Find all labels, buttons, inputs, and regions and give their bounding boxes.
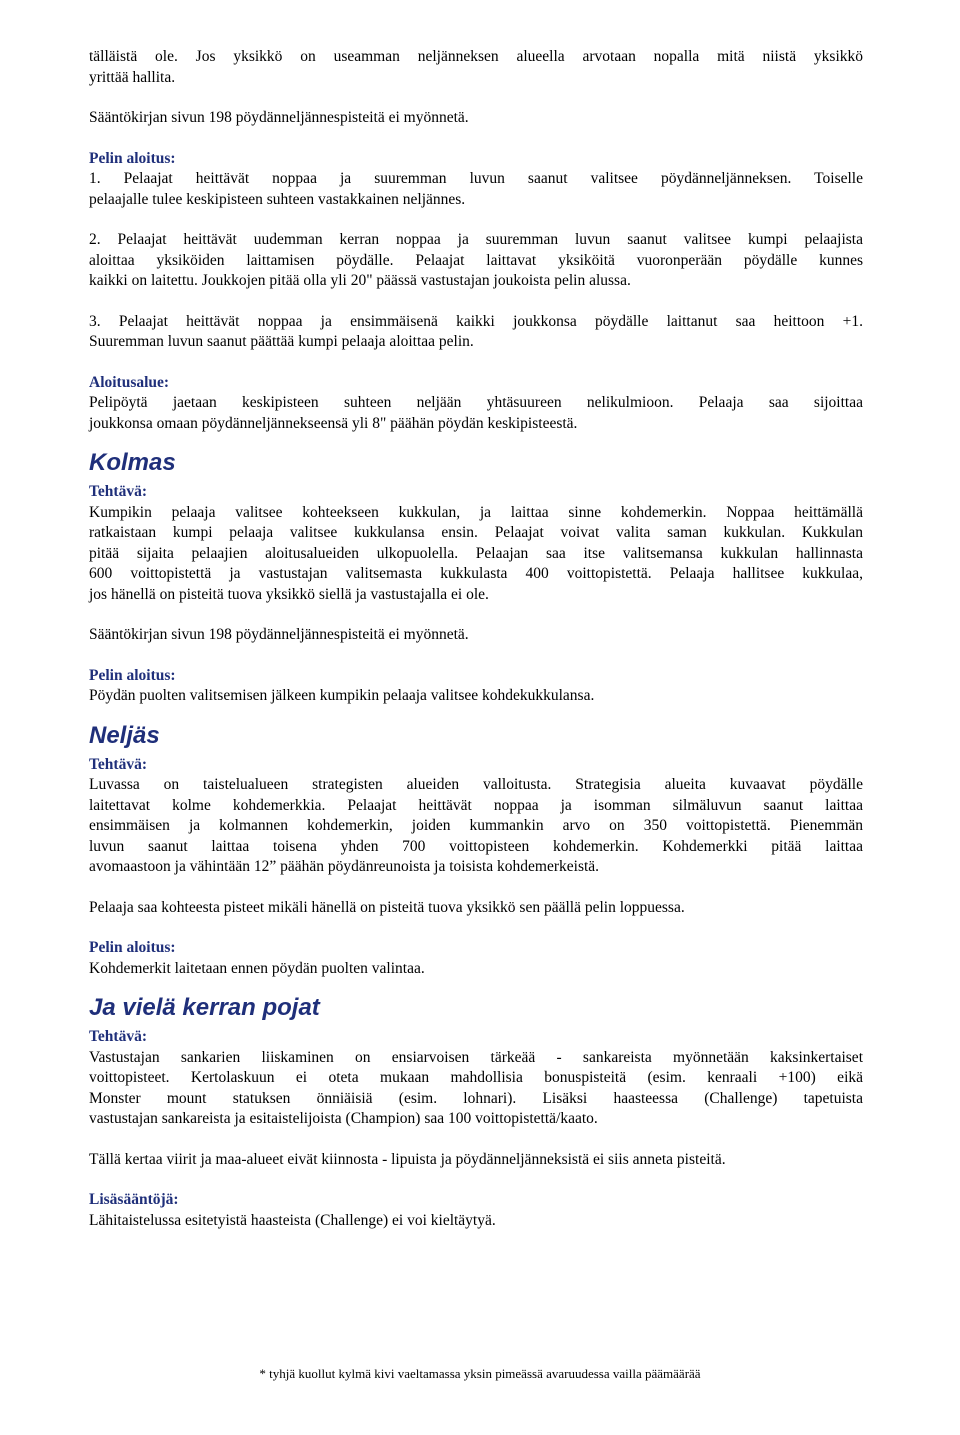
paragraph-rule-2: 2. Pelaajat heittävät uudemman kerran noppaa ja suuremman luvun saanut valitsee kumpi pelaajista aloittaa yksiköiden laittamisen pöydälle. Pelaajat laittavat yksiköitä vuoronperään pöydälle kunnes kaikki on laitettu. Joukkojen pitää olla yli 20" päässä vastustajan joukoista pelin alussa. xyxy=(89,231,863,289)
page-footer: * tyhjä kuollut kylmä kivi vaeltamassa yksin pimeässä avaruudessa vailla päämäärää xyxy=(259,1366,701,1381)
paragraph-heroes-task: Vastustajan sankarien liiskaminen on ensiarvoisen tärkeää - sankareista myönnetään kaksinkertaiset voittopisteet. Kertolaskuun ei oteta mukaan mahdollisia bonuspisteitä (esim. kenraali +100) eikä Monster mount statuksen önniäisiä (esim. lohnari). Lisäksi haasteessa (Challenge) tapetuista vastustajan sankareista ja esitaistelijoista (Champion) saa 100 voittopistettä/kaato. xyxy=(89,1048,863,1127)
paragraph-deployment: Pelipöytä jaetaan keskipisteen suhteen neljään yhtäsuureen nelikulmioon. Pelaaja saa sijoittaa joukkonsa omaan pöydänneljännekseensä yli 8" päähän pöydän keskipisteestä. xyxy=(89,394,863,432)
paragraph-no-points-2: Sääntökirjan sivun 198 pöydänneljännespisteitä ei myönnetä. xyxy=(89,626,469,643)
subheading-pelin-aloitus-2: Pelin aloitus: xyxy=(89,666,176,684)
subheading-pelin-aloitus-3: Pelin aloitus: xyxy=(89,939,176,956)
subheading-tehtava: Tehtävä: xyxy=(89,483,147,500)
paragraph-objective-setup: Kohdemerkit laitetaan ennen pöydän puolten valintaa. xyxy=(89,959,425,977)
paragraph-no-points: Sääntökirjan sivun 198 pöydänneljännespisteitä ei myönnetä. xyxy=(89,109,469,126)
paragraph-hill-setup: Pöydän puolten valitsemisen jälkeen kumpikin pelaaja valitsee kohdekukkulansa. xyxy=(89,687,595,704)
document-body xyxy=(89,47,863,1231)
paragraph-no-banners: Tällä kertaa viirit ja maa-alueet eivät kiinnosta - lipuista ja pöydänneljänneksistä ei siis anneta pisteitä. xyxy=(89,1150,726,1168)
paragraph-objective-scoring: Pelaaja saa kohteesta pisteet mikäli hänellä on pisteitä tuova yksikkö sen päällä pelin loppuessa. xyxy=(89,898,685,916)
subheading-tehtava-3: Tehtävä: xyxy=(89,1028,147,1045)
paragraph-challenges: Lähitaistelussa esitetyistä haasteista (Challenge) ei voi kieltäytyä. xyxy=(89,1211,496,1229)
subheading-aloitusalue: Aloitusalue: xyxy=(89,373,170,391)
subheading-tehtava-2: Tehtävä: xyxy=(89,755,147,773)
subheading-lisasaantoja: Lisäsääntöjä: xyxy=(89,1191,179,1208)
section-heading-ja-viela-kerran-pojat: Ja vielä kerran pojat xyxy=(89,994,320,1021)
paragraph-rule-1: 1. Pelaajat heittävät noppaa ja suuremman luvun saanut valitsee pöydänneljänneksen. Toiselle pelaajalle tulee keskipisteen suhteen vastakkainen neljännes. xyxy=(89,170,863,208)
paragraph-rule-3: 3. Pelaajat heittävät noppaa ja ensimmäisenä kaikki joukkonsa pöydälle laittanut saa heittoon +1. Suuremman luvun saanut päättää kumpi pelaaja aloittaa pelin. xyxy=(89,312,863,350)
paragraph-intro: tälläistä ole. Jos yksikkö on useamman neljänneksen alueella arvotaan nopalla mitä niistä yksikkö yrittää hallita. xyxy=(89,48,863,86)
section-heading-neljas: Neljäs xyxy=(89,721,160,749)
paragraph-hill-task: Kumpikin pelaaja valitsee kohteekseen kukkulan, ja laittaa sinne kohdemerkin. Noppaa heittämällä ratkaistaan kumpi pelaaja valitsee kukkulansa ensin. Pelaajat voivat valita saman kukkulan. Kukkulan pitää sijaita pelaajien aloitusalueiden ulkopuolella. Pelaajan saa itse valitsemansa kukkulan hallinnasta 600 voittopistettä ja vastustajan valitsemasta kukkulasta 400 voittopistettä. Pelaaja hallitsee kukkulaa, jos hänellä on pisteitä tuova yksikkö siellä ja vastustajalla ei ole. xyxy=(89,503,863,603)
paragraph-objectives-task: Luvassa on taistelualueen strategisten alueiden valloitusta. Strategisia alueita kuvaavat pöydälle laitettavat kolme kohdemerkkia. Pelaajat heittävät noppaa ja isomman silmäluvun saanut laittaa ensimmäisen ja kolmannen kohdemerkin, joiden kummankin arvo on 350 voittopistettä. Pienemmän luvun saanut laittaa toisena yhden 700 voittopisteen kohdemerkin. Kohdemerkki pitää laittaa avomaastoon ja vähintään 12” päähän pöydänreunoista ja toisista kohdemerkeistä. xyxy=(89,776,863,875)
section-heading-kolmas: Kolmas xyxy=(89,449,176,476)
subheading-pelin-aloitus: Pelin aloitus: xyxy=(89,149,176,167)
